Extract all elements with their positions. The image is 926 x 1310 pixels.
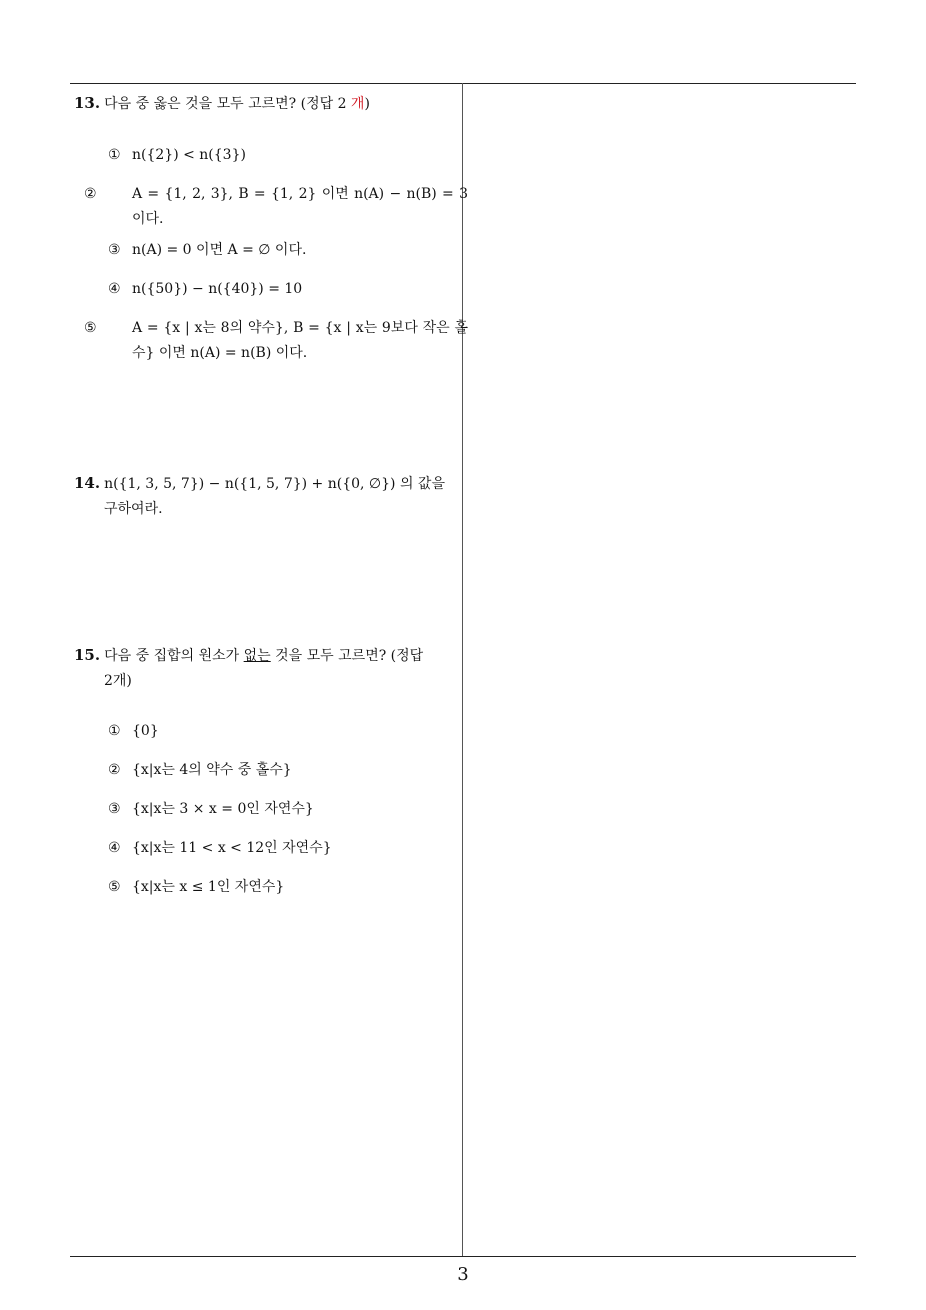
question-14-text-cont: 구하여라.	[104, 501, 163, 517]
question-13-text: 다음 중 옳은 것을 모두 고르면? (정답 2	[104, 96, 351, 112]
question-15-text: 다음 중 집합의 원소가	[104, 648, 244, 664]
q15-option-1[interactable]	[108, 719, 444, 744]
q13-option-4[interactable]	[108, 277, 444, 302]
option-text: {x|x는 x ≤ 1인 자연수}	[132, 879, 285, 895]
option-marker: ④	[108, 281, 121, 297]
option-marker: ③	[108, 242, 121, 258]
option-text: {0}	[132, 723, 159, 739]
q13-option-1[interactable]	[108, 143, 444, 168]
option-text: A = {1, 2, 3}, B = {1, 2} 이면 n(A) − n(B) = 3 이다.	[132, 186, 468, 227]
option-marker: ①	[108, 723, 121, 739]
option-marker: ③	[108, 801, 121, 817]
page-number: 3	[457, 1264, 469, 1285]
option-marker: ②	[108, 762, 121, 778]
question-15-number: 15.	[74, 646, 101, 664]
question-14-number: 14.	[74, 474, 101, 492]
column-divider	[462, 83, 463, 1256]
option-marker: ①	[108, 147, 121, 163]
option-marker: ⑤	[108, 879, 121, 895]
q13-option-5[interactable]	[84, 316, 468, 366]
question-13-number: 13.	[74, 94, 101, 112]
q13-option-3[interactable]	[108, 238, 444, 263]
option-text: {x|x는 4의 약수 중 홀수}	[132, 762, 292, 778]
option-marker: ④	[108, 840, 121, 856]
answer-count-highlight: 개	[350, 96, 365, 112]
question-13-stem	[74, 91, 458, 117]
q15-option-2[interactable]	[108, 758, 444, 783]
q15-option-4[interactable]	[108, 836, 444, 861]
footer-rule	[70, 1256, 856, 1257]
option-marker: ⑤	[84, 320, 97, 336]
option-text: {x|x는 11 < x < 12인 자연수}	[132, 840, 332, 856]
question-14-stem	[74, 471, 458, 522]
question-15-text-cont: 2개)	[104, 673, 132, 689]
q15-option-5[interactable]	[108, 875, 444, 900]
question-13-text-end: )	[364, 96, 370, 112]
option-text: {x|x는 3 × x = 0인 자연수}	[132, 801, 314, 817]
question-15-stem	[74, 643, 458, 694]
option-text: n({2}) < n({3})	[132, 147, 246, 163]
header-rule	[70, 83, 856, 84]
option-text: n(A) = 0 이면 A = ∅ 이다.	[132, 242, 307, 258]
option-marker: ②	[84, 186, 97, 202]
option-text: A = {x | x는 8의 약수}, B = {x | x는 9보다 작은 홀수} 이면 n(A) = n(B) 이다.	[132, 320, 468, 361]
question-15-text-end: 것을 모두 고르면? (정답	[270, 648, 424, 664]
q15-option-3[interactable]	[108, 797, 444, 822]
question-14-text: n({1, 3, 5, 7}) − n({1, 5, 7}) + n({0, ∅}) 의 값을	[104, 476, 445, 492]
q13-option-2[interactable]	[84, 182, 468, 232]
option-text: n({50}) − n({40}) = 10	[132, 281, 303, 297]
underlined-keyword: 없는	[243, 648, 271, 664]
